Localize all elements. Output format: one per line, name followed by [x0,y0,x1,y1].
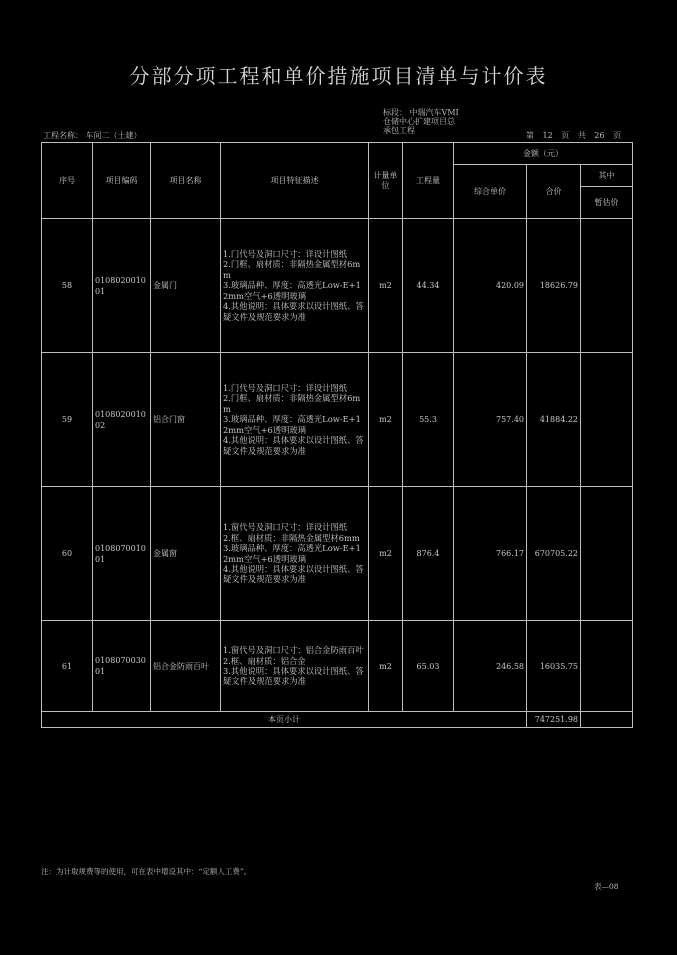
header-code: 项目编码 [93,143,151,219]
row-unit: m2 [369,219,403,353]
feature-line: 1.门代号及洞口尺寸：详设计图纸 [223,383,348,394]
header-unit-price: 综合单价 [454,165,527,219]
feature-line: 3.玻璃品种、厚度：高透光Low-E+12mm空气+6透明玻璃 [223,414,361,435]
row-unit-price: 246.58 [454,621,527,712]
row-unit: m2 [369,353,403,487]
row-code: 010807003001 [93,621,151,712]
page-title: 分部分项工程和单价措施项目清单与计价表 [129,64,548,88]
row-quantity: 876.4 [403,487,454,621]
feature-line: 3.玻璃品种、厚度：高透光Low-E+12mm空气+6透明玻璃 [223,543,361,564]
feature-line: 2.框、扇材质：铝合金 [223,655,306,666]
row-provisional [581,353,633,487]
feature-line: 1.窗代号及洞口尺寸：详设计图纸 [223,522,348,533]
table-row [42,353,633,487]
row-provisional [581,487,633,621]
header-feature: 项目特征描述 [221,143,369,219]
header-name: 项目名称 [151,143,221,219]
row-provisional [581,219,633,353]
row-index: 61 [42,621,93,712]
footnote: 注：为计取规费等的使用，可在表中增设其中：“定额人工费”。 [41,867,252,876]
row-index: 60 [42,487,93,621]
header-amount: 金额（元） [454,143,633,165]
table-row [42,219,633,353]
row-index: 59 [42,353,93,487]
row-name: 铝合金防雨百叶 [151,621,221,712]
subtotal-row [42,712,633,728]
row-unit: m2 [369,621,403,712]
row-total: 41884.22 [527,353,581,487]
row-quantity: 44.34 [403,219,454,353]
row-code: 010802001001 [93,219,151,353]
row-total: 16035.75 [527,621,581,712]
header-unit: 计量单位 [369,143,403,219]
feature-line: 4.其他说明：具体要求以设计图纸、答疑文件及规范要求为准 [223,435,364,456]
row-feature [221,487,369,621]
row-unit-price: 420.09 [454,219,527,353]
feature-line: 1.门代号及洞口尺寸：详设计图纸 [223,249,348,260]
header-provisional: 暂估价 [581,187,633,219]
table-row [42,487,633,621]
row-total: 18626.79 [527,219,581,353]
feature-line: 2.门框、扇材质：非隔热金属型材6mm [223,259,361,280]
row-feature [221,621,369,712]
row-feature [221,353,369,487]
header-quantity: 工程量 [403,143,454,219]
feature-line: 3.玻璃品种、厚度：高透光Low-E+12mm空气+6透明玻璃 [223,280,361,301]
row-code: 010802001002 [93,353,151,487]
row-code: 010807001001 [93,487,151,621]
row-name: 铝合门窗 [151,353,221,487]
subtotal-provisional [581,712,633,728]
sheet-id: 表—08 [594,882,619,891]
feature-line: 4.其他说明：具体要求以设计图纸、答疑文件及规范要求为准 [223,563,364,585]
row-index: 58 [42,219,93,353]
section-line: 标段： 中瑞汽车VMI [383,108,459,117]
pricing-table [41,142,633,728]
project-name: 工程名称： 车间二（土建） [43,131,142,140]
page-info [526,130,621,141]
subtotal-label: 本页小计 [42,712,527,728]
feature-line: 2.框、扇材质：非隔热金属型材6mm [223,532,360,543]
section-line: 承包工程 [383,126,415,135]
table-row [42,621,633,712]
feature-line: 4.其他说明：具体要求以设计图纸、答疑文件及规范要求为准 [223,301,364,322]
feature-line: 1.窗代号及洞口尺寸：铝合金防雨百叶 [223,645,364,656]
section-line: 仓储中心扩建项目总 [383,117,455,126]
row-provisional [581,621,633,712]
row-quantity: 65.03 [403,621,454,712]
feature-line: 3.其他说明：具体要求以设计图纸、答疑文件及规范要求为准 [223,666,364,687]
row-quantity: 55.3 [403,353,454,487]
header-total: 合价 [527,165,581,219]
row-total: 670705.22 [527,487,581,621]
row-feature [221,219,369,353]
header-of-which: 其中 [581,165,633,187]
row-name: 金属窗 [151,487,221,621]
section-info [383,108,459,135]
subtotal-total: 747251.98 [527,712,581,728]
page-current: 第 12 页 [526,131,570,140]
row-unit-price: 757.40 [454,353,527,487]
row-unit-price: 766.17 [454,487,527,621]
header-index: 序号 [42,143,93,219]
feature-line: 2.门框、扇材质：非隔热金属型材6mm [223,393,361,414]
row-unit: m2 [369,487,403,621]
row-name: 金属门 [151,219,221,353]
page-total: 共 26 页 [577,131,622,140]
